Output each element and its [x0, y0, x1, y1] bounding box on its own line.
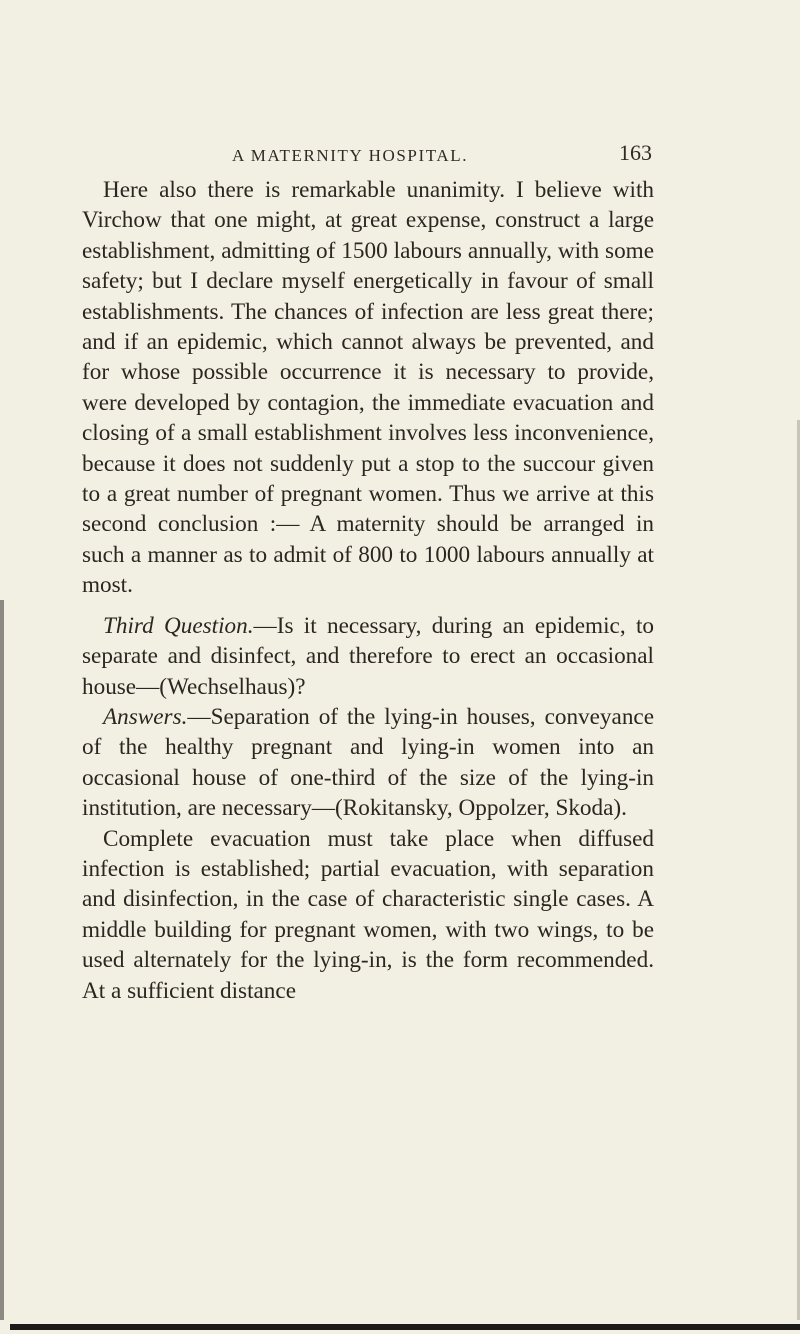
paragraph-3 [82, 702, 654, 824]
paragraph-3-text: —Separation of the lying-in houses, conveyance of the healthy pregnant and lying-in women into an occasional house of one-third of the size of the lying-in institution, are necessary—(Rokitansky, Oppolzer, Skoda). [82, 703, 654, 822]
paragraph-2 [82, 611, 654, 702]
running-head: A MATERNITY HOSPITAL. [232, 146, 469, 165]
body-text [82, 175, 654, 1006]
page-header [232, 140, 652, 170]
page-number: 163 [619, 140, 652, 165]
paragraph-1: Here also there is remarkable unanimity. I believe with Virchow that one might, at great expense, construct a large establishment, admitting of 1500 labours annually, with some safety; but I declare myself energetically in favour of small establishments. The chances of infection are less great there; and if an epidemic, which cannot always be prevented, and for whose possible occurrence it is necessary to provide, were developed by contagion, the immediate evacuation and closing of a small establishment involves less inconvenience, because it does not suddenly put a stop to the succour given to a great number of pregnant women. Thus we arrive at this second conclusion :— A maternity should be arranged in such a manner as to admit of 800 to 1000 labours annually at most. [82, 177, 654, 599]
bottom-edge [10, 1324, 800, 1330]
paragraph-2-lead: Third Question. [103, 612, 254, 639]
paragraph-3-lead: Answers. [103, 703, 188, 730]
paragraph-4: Complete evacuation must take place when diffused infection is established; partial evacuation, with separation and disinfection, in the case of characteristic single cases. A middle building for pregnant women, with two wings, to be used alternately for the lying-in, is the form recommended. At a sufficient distance [82, 825, 654, 1004]
page-left-edge [0, 600, 4, 1320]
paragraph-2-text: —Is it necessary, during an epidemic, to separate and disinfect, and therefore to erect an occasional house—(Wechselhaus)? [82, 612, 654, 700]
